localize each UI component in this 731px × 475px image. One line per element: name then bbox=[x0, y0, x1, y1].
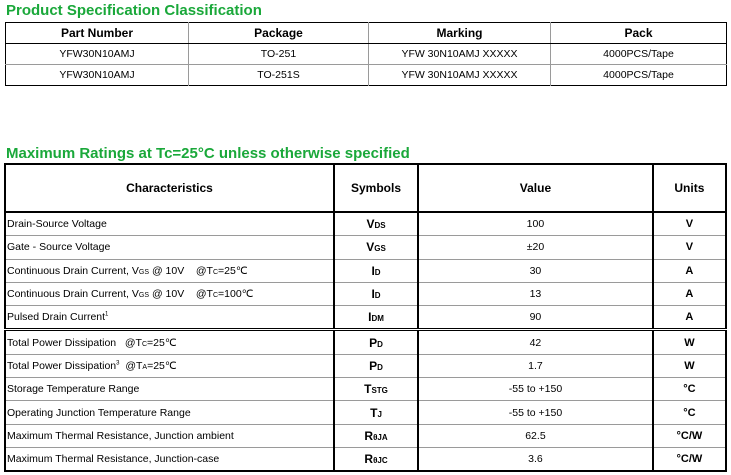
value-cell: -55 to +150 bbox=[418, 378, 653, 401]
unit-cell: A bbox=[653, 306, 726, 330]
symbol-cell: PD bbox=[334, 330, 418, 354]
value-cell: 13 bbox=[418, 282, 653, 305]
unit-cell: A bbox=[653, 259, 726, 282]
symbol-cell: ID bbox=[334, 282, 418, 305]
symbol-cell: ID bbox=[334, 259, 418, 282]
value-cell: 42 bbox=[418, 330, 653, 354]
header-part-number: Part Number bbox=[6, 23, 189, 44]
characteristic-cell: Maximum Thermal Resistance, Junction ambient bbox=[5, 424, 334, 447]
header-units: Units bbox=[653, 164, 726, 212]
spec-row bbox=[6, 44, 727, 65]
symbol-cell: VDS bbox=[334, 212, 418, 236]
value-cell: -55 to +150 bbox=[418, 401, 653, 424]
marking-cell: YFW 30N10AMJ XXXXX bbox=[369, 65, 551, 86]
characteristic-cell: Drain-Source Voltage bbox=[5, 212, 334, 236]
pack-cell: 4000PCS/Tape bbox=[551, 44, 727, 65]
spec-table bbox=[5, 22, 727, 86]
header-symbols: Symbols bbox=[334, 164, 418, 212]
unit-cell: W bbox=[653, 330, 726, 354]
part-number-cell: YFW30N10AMJ bbox=[6, 65, 189, 86]
characteristic-cell: Continuous Drain Current, VGS @ 10V @TC=25℃ bbox=[5, 259, 334, 282]
rating-row bbox=[5, 424, 726, 447]
rating-row bbox=[5, 378, 726, 401]
header-characteristics: Characteristics bbox=[5, 164, 334, 212]
unit-cell: V bbox=[653, 212, 726, 236]
pack-cell: 4000PCS/Tape bbox=[551, 65, 727, 86]
rating-row bbox=[5, 330, 726, 354]
symbol-cell: PD bbox=[334, 354, 418, 377]
unit-cell: °C/W bbox=[653, 447, 726, 471]
marking-cell: YFW 30N10AMJ XXXXX bbox=[369, 44, 551, 65]
symbol-cell: RθJC bbox=[334, 447, 418, 471]
symbol-cell: TSTG bbox=[334, 378, 418, 401]
unit-cell: °C/W bbox=[653, 424, 726, 447]
rating-row bbox=[5, 401, 726, 424]
rating-row bbox=[5, 259, 726, 282]
rating-row bbox=[5, 282, 726, 305]
rating-row bbox=[5, 306, 726, 330]
header-pack: Pack bbox=[551, 23, 727, 44]
value-cell: 3.6 bbox=[418, 447, 653, 471]
characteristic-cell: Operating Junction Temperature Range bbox=[5, 401, 334, 424]
characteristic-cell: Total Power Dissipation @TC=25℃ bbox=[5, 330, 334, 354]
characteristic-cell: Storage Temperature Range bbox=[5, 378, 334, 401]
symbol-cell: RθJA bbox=[334, 424, 418, 447]
spec-row bbox=[6, 65, 727, 86]
value-cell: 30 bbox=[418, 259, 653, 282]
symbol-cell: VGS bbox=[334, 236, 418, 259]
value-cell: ±20 bbox=[418, 236, 653, 259]
characteristic-cell: Total Power Dissipation$^3$ @TA=25℃ bbox=[5, 354, 334, 377]
value-cell: 62.5 bbox=[418, 424, 653, 447]
spec-section-title: Product Specification Classification bbox=[6, 2, 262, 19]
unit-cell: W bbox=[653, 354, 726, 377]
ratings-table bbox=[4, 163, 727, 472]
header-package: Package bbox=[189, 23, 369, 44]
characteristic-cell: Pulsed Drain Current$^1$ bbox=[5, 306, 334, 330]
characteristic-cell: Continuous Drain Current, VGS @ 10V @TC=100℃ bbox=[5, 282, 334, 305]
symbol-cell: TJ bbox=[334, 401, 418, 424]
rating-row bbox=[5, 447, 726, 471]
value-cell: 90 bbox=[418, 306, 653, 330]
spec-header-row bbox=[6, 23, 727, 44]
characteristic-cell: Gate - Source Voltage bbox=[5, 236, 334, 259]
rating-row bbox=[5, 236, 726, 259]
characteristic-cell: Maximum Thermal Resistance, Junction-case bbox=[5, 447, 334, 471]
unit-cell: V bbox=[653, 236, 726, 259]
part-number-cell: YFW30N10AMJ bbox=[6, 44, 189, 65]
package-cell: TO-251S bbox=[189, 65, 369, 86]
ratings-header-row bbox=[5, 164, 726, 212]
value-cell: 1.7 bbox=[418, 354, 653, 377]
header-value: Value bbox=[418, 164, 653, 212]
ratings-section-title: Maximum Ratings at Tc=25°C unless otherwise specified bbox=[6, 145, 410, 162]
header-marking: Marking bbox=[369, 23, 551, 44]
package-cell: TO-251 bbox=[189, 44, 369, 65]
rating-row bbox=[5, 212, 726, 236]
unit-cell: A bbox=[653, 282, 726, 305]
rating-row bbox=[5, 354, 726, 377]
value-cell: 100 bbox=[418, 212, 653, 236]
symbol-cell: IDM bbox=[334, 306, 418, 330]
unit-cell: °C bbox=[653, 378, 726, 401]
unit-cell: °C bbox=[653, 401, 726, 424]
